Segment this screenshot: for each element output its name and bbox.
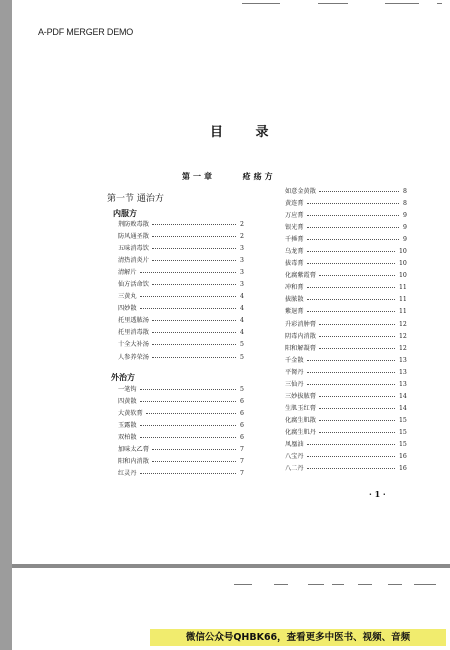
toc-entry-page: 11 (399, 296, 407, 304)
toc-entry-page: 6 (240, 398, 244, 406)
toc-entry-page: 15 (399, 416, 407, 424)
toc-entry-page: 12 (399, 344, 407, 352)
toc-leader-dots (319, 275, 395, 276)
toc-leader-dots (152, 224, 236, 225)
toc-leader-dots (307, 444, 395, 445)
toc-leader-dots (152, 284, 236, 285)
scan-mark (274, 584, 288, 585)
toc-entry-label: 仙方活命饮 (118, 281, 149, 289)
toc-entry (118, 243, 244, 255)
toc-entry-page: 15 (399, 428, 407, 436)
toc-entry-label: 千捶膏 (285, 236, 304, 244)
toc-entry-page: 2 (240, 233, 244, 241)
toc-entry-label: 冲和膏 (285, 284, 304, 292)
toc-entry-label: 防风通圣散 (118, 233, 149, 241)
toc-entry (118, 352, 244, 364)
toc-leader-dots (307, 372, 395, 373)
toc-entry (285, 367, 407, 379)
toc-entry-page: 7 (240, 458, 244, 466)
toc-entry-page: 3 (240, 257, 244, 265)
toc-entry-page: 13 (399, 368, 407, 376)
toc-entry (118, 444, 244, 456)
toc-entry (285, 294, 407, 306)
toc-entry-label: 如意金黄散 (285, 188, 316, 195)
toc-leader-dots (307, 263, 395, 264)
toc-entry-label: 人参养荣汤 (118, 353, 149, 361)
right-entry-list (285, 186, 407, 475)
toc-entry-label: 化腐生肌丹 (285, 428, 316, 436)
toc-leader-dots (319, 408, 395, 409)
toc-entry-page: 6 (240, 434, 244, 442)
toc-entry (118, 231, 244, 243)
toc-entry-page: 13 (399, 356, 407, 364)
toc-leader-dots (152, 332, 236, 333)
toc-entry-page: 6 (240, 422, 244, 430)
toc-leader-dots (140, 401, 236, 402)
toc-entry-page: 4 (240, 293, 244, 301)
toc-entry-label: 拔毒膏 (285, 260, 304, 268)
toc-entry-page: 6 (240, 410, 244, 418)
toc-leader-dots (307, 311, 395, 312)
group-heading-external: 外治方 (111, 372, 135, 382)
scan-mark (332, 584, 344, 585)
toc-entry-label: 千金散 (285, 356, 304, 364)
toc-entry (118, 408, 244, 420)
toc-entry-label: 大黄软膏 (118, 410, 143, 418)
toc-entry-page: 12 (399, 320, 407, 328)
toc-leader-dots (140, 389, 236, 390)
toc-leader-dots (152, 260, 236, 261)
group-heading-internal: 内服方 (113, 208, 137, 218)
toc-entry (118, 339, 244, 351)
scan-mark (388, 584, 402, 585)
toc-leader-dots (319, 336, 395, 337)
toc-leader-dots (319, 348, 395, 349)
toc-leader-dots (146, 413, 236, 414)
toc-entry (285, 319, 407, 331)
toc-leader-dots (319, 396, 395, 397)
toc-entry (285, 234, 407, 246)
toc-entry (118, 456, 244, 468)
toc-leader-dots (152, 236, 236, 237)
toc-entry (118, 219, 244, 231)
toc-entry-label: 凤凰油 (285, 440, 304, 448)
toc-leader-dots (319, 432, 395, 433)
scan-mark (414, 584, 436, 585)
toc-entry (285, 463, 407, 475)
toc-leader-dots (319, 191, 399, 192)
toc-leader-dots (307, 456, 395, 457)
toc-entry (285, 210, 407, 222)
toc-entry-label: 阳和解凝膏 (285, 344, 316, 352)
toc-leader-dots (140, 473, 236, 474)
toc-entry-label: 加味太乙膏 (118, 446, 149, 454)
toc-entry (118, 303, 244, 315)
toc-entry-page: 16 (399, 465, 407, 473)
section-heading: 第一节 通治方 (107, 194, 164, 204)
toc-entry-label: 升彩消肿膏 (285, 320, 316, 328)
toc-entry (118, 420, 244, 432)
toc-entry-page: 11 (399, 308, 407, 316)
toc-entry (285, 379, 407, 391)
toc-entry (285, 198, 407, 210)
toc-entry-page: 8 (403, 200, 407, 208)
internal-entry-list (118, 219, 244, 364)
toc-entry (285, 282, 407, 294)
toc-entry-page: 7 (240, 446, 244, 454)
toc-leader-dots (140, 296, 236, 297)
toc-entry-label: 平胬丹 (285, 368, 304, 376)
toc-leader-dots (307, 251, 395, 252)
toc-leader-dots (152, 248, 236, 249)
toc-entry-page: 12 (399, 332, 407, 340)
toc-leader-dots (307, 203, 399, 204)
toc-entry-label: 一笔钩 (118, 386, 137, 393)
chapter-heading (182, 171, 276, 182)
toc-entry-label: 清热消炎片 (118, 257, 149, 265)
toc-entry (285, 415, 407, 427)
toc-entry (285, 391, 407, 403)
toc-entry-page: 16 (399, 453, 407, 461)
toc-leader-dots (307, 239, 399, 240)
toc-entry-label: 五味消毒饮 (118, 245, 149, 253)
toc-entry-label: 化腐生肌散 (285, 416, 316, 424)
toc-entry (118, 384, 244, 396)
toc-leader-dots (152, 357, 236, 358)
toc-leader-dots (152, 461, 236, 462)
viewer-left-edge (0, 0, 12, 650)
scan-mark (385, 3, 419, 4)
toc-entry-page: 14 (399, 392, 407, 400)
toc-entry (285, 451, 407, 463)
toc-entry-label: 紫退膏 (285, 308, 304, 316)
page-title: 目 录 (210, 125, 283, 140)
chapter-number: 第一章 (182, 171, 215, 181)
toc-entry-label: 三仙丹 (285, 380, 304, 388)
toc-leader-dots (140, 425, 236, 426)
scan-mark (308, 584, 324, 585)
toc-entry-page: 13 (399, 380, 407, 388)
toc-entry-page: 5 (240, 341, 244, 349)
chapter-name: 疮疡方 (242, 171, 276, 181)
toc-entry-label: 乌龙膏 (285, 248, 304, 256)
toc-entry-label: 三黄丸 (118, 293, 137, 301)
toc-entry (118, 396, 244, 408)
toc-entry (118, 432, 244, 444)
toc-entry-label: 十全大补汤 (118, 341, 149, 349)
toc-entry-page: 7 (240, 470, 244, 478)
toc-leader-dots (307, 287, 395, 288)
toc-entry (285, 343, 407, 355)
toc-entry-page: 11 (399, 284, 407, 292)
toc-entry (285, 331, 407, 343)
toc-entry-page: 2 (240, 221, 244, 228)
toc-entry-label: 八宝丹 (285, 453, 304, 461)
scan-mark (234, 584, 252, 585)
toc-entry-label: 红灵丹 (118, 470, 137, 478)
toc-entry (118, 279, 244, 291)
scan-mark (358, 584, 372, 585)
toc-entry (285, 186, 407, 198)
toc-entry-label: 八二丹 (285, 465, 304, 473)
toc-entry-page: 14 (399, 404, 407, 412)
toc-leader-dots (307, 299, 395, 300)
toc-entry-label: 生肌玉红膏 (285, 404, 316, 412)
toc-leader-dots (152, 344, 236, 345)
toc-entry-page: 10 (399, 272, 407, 280)
toc-entry-label: 双柏散 (118, 434, 137, 442)
toc-entry (285, 270, 407, 282)
toc-entry-page: 3 (240, 245, 244, 253)
toc-leader-dots (307, 384, 395, 385)
toc-entry-label: 四妙散 (118, 305, 137, 313)
toc-entry-page: 4 (240, 329, 244, 337)
toc-entry-page: 3 (240, 269, 244, 277)
toc-entry (285, 355, 407, 367)
toc-entry-label: 化腐紫霞膏 (285, 272, 316, 280)
toc-entry-page: 4 (240, 305, 244, 313)
toc-entry (285, 246, 407, 258)
toc-entry-label: 托里消毒散 (118, 329, 149, 337)
toc-entry-label: 黄连膏 (285, 200, 304, 208)
toc-entry-page: 5 (240, 353, 244, 361)
watermark: A-PDF MERGER DEMO (38, 27, 134, 37)
toc-entry (285, 222, 407, 234)
toc-entry-label: 清解片 (118, 269, 137, 277)
toc-leader-dots (140, 308, 236, 309)
toc-leader-dots (307, 215, 399, 216)
toc-leader-dots (307, 227, 399, 228)
toc-entry-label: 荆防败毒散 (118, 221, 149, 228)
toc-leader-dots (319, 324, 395, 325)
toc-entry-page: 5 (240, 386, 244, 393)
toc-entry-label: 玉露散 (118, 422, 137, 430)
toc-entry-page: 15 (399, 440, 407, 448)
scan-mark (318, 3, 348, 4)
scan-mark (242, 3, 280, 4)
toc-entry (285, 439, 407, 451)
toc-entry-label: 三妙拔脓膏 (285, 392, 316, 400)
toc-entry-page: 8 (403, 188, 407, 195)
document-page (12, 0, 450, 564)
toc-entry-page: 10 (399, 260, 407, 268)
toc-leader-dots (307, 468, 395, 469)
external-entry-list (118, 384, 244, 480)
toc-entry (285, 306, 407, 318)
toc-entry-page: 3 (240, 281, 244, 289)
toc-entry-page: 10 (399, 248, 407, 256)
toc-entry-label: 四黄散 (118, 398, 137, 406)
toc-entry-page: 9 (403, 212, 407, 220)
toc-entry (118, 291, 244, 303)
toc-entry (118, 267, 244, 279)
toc-entry (285, 403, 407, 415)
toc-entry (118, 327, 244, 339)
toc-entry-label: 拔脓散 (285, 296, 304, 304)
toc-leader-dots (140, 272, 236, 273)
toc-entry (118, 468, 244, 480)
toc-leader-dots (152, 320, 236, 321)
toc-entry (285, 427, 407, 439)
toc-entry-label: 阳和内消散 (118, 458, 149, 466)
toc-leader-dots (140, 437, 236, 438)
toc-entry-label: 阴毒内消散 (285, 332, 316, 340)
toc-entry-label: 银光膏 (285, 224, 304, 232)
toc-entry-label: 万应膏 (285, 212, 304, 220)
toc-entry-page: 9 (403, 236, 407, 244)
page-number: · 1 · (369, 489, 386, 499)
scan-mark (437, 3, 442, 4)
toc-entry (118, 255, 244, 267)
toc-entry-page: 9 (403, 224, 407, 232)
toc-entry-page: 4 (240, 317, 244, 325)
toc-leader-dots (152, 449, 236, 450)
promo-banner: 微信公众号QHBK66，查看更多中医书、视频、音频 (150, 629, 446, 646)
toc-leader-dots (319, 420, 395, 421)
toc-entry-label: 托里透脓汤 (118, 317, 149, 325)
toc-entry (118, 315, 244, 327)
toc-leader-dots (307, 360, 395, 361)
toc-entry (285, 258, 407, 270)
